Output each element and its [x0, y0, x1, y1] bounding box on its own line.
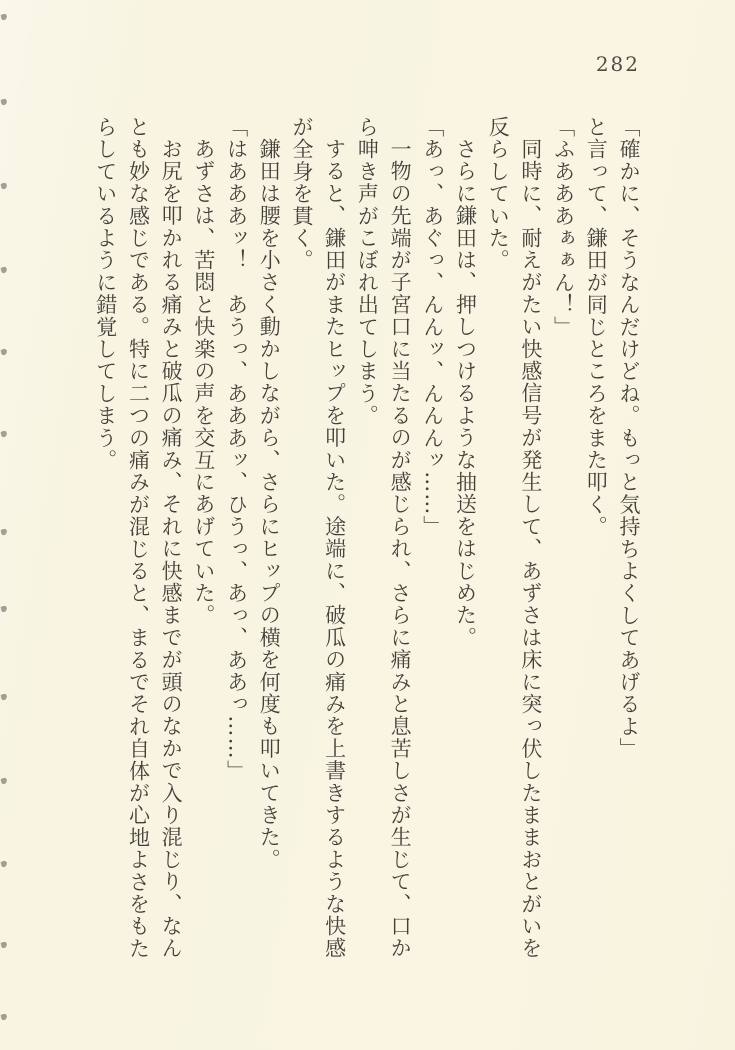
text-line: 「あっ、あぐっ、んんッ、んんんッ……」: [420, 116, 445, 538]
text-line: あずさは、苦悶と快楽の声を交互にあげていた。: [191, 138, 216, 627]
binding-mark: [1, 98, 8, 106]
text-line: さらに鎌田は、押しつけるような抽送をはじめた。: [453, 138, 478, 649]
text-line: と言って、鎌田が同じところをまた叩く。: [584, 116, 609, 538]
text-line: ら呻き声がこぼれ出てしまう。: [355, 116, 380, 427]
text-line: 一物の先端が子宮口に当たるのが感じられ、さらに痛みと息苦しさが生じて、口か: [388, 138, 413, 960]
page-number: 282: [595, 52, 640, 76]
text-line: 反らしていた。: [486, 116, 511, 272]
text-line: とも妙な感じである。特に二つの痛みが混じると、まるでそれ自体が心地よさをもた: [126, 116, 151, 960]
binding-mark: [1, 348, 8, 356]
text-line: 同時に、耐えがたい快感信号が発生して、あずさは床に突っ伏したままおとがいを: [518, 138, 543, 960]
binding-mark: [1, 182, 8, 190]
binding-mark: [1, 860, 8, 868]
binding-mark: [1, 777, 8, 785]
text-line: 鎌田は腰を小さく動かしながら、さらにヒップの横を何度も叩いてきた。: [257, 138, 282, 871]
text-line: すると、鎌田がまたヒップを叩いた。途端に、破瓜の痛みを上書きするような快感: [322, 138, 347, 960]
binding-mark: [1, 941, 8, 949]
text-line: 「確かに、そうなんだけどね。もっと気持ちよくしてあげるよ」: [617, 116, 641, 760]
binding-mark: [1, 528, 8, 536]
binding-mark: [1, 693, 8, 701]
text-line: らしているように錯覚してしまう。: [93, 116, 118, 472]
text-line: 「はあああッ！ あうっ、あああッ、ひうっ、あっ、ああっ……」: [224, 116, 249, 782]
binding-mark: [1, 266, 8, 274]
text-line: お尻を叩かれる痛みと破瓜の痛み、それに快感までが頭のなかで入り混じり、なん: [159, 138, 184, 960]
binding-mark: [1, 13, 8, 21]
text-block: [89, 116, 645, 964]
text-line: 「ふあああぁぁん！」: [551, 116, 576, 338]
text-line: が全身を貫く。: [289, 116, 314, 272]
binding-mark: [1, 430, 8, 438]
binding-mark: [1, 605, 8, 613]
binding-mark: [1, 1013, 8, 1021]
